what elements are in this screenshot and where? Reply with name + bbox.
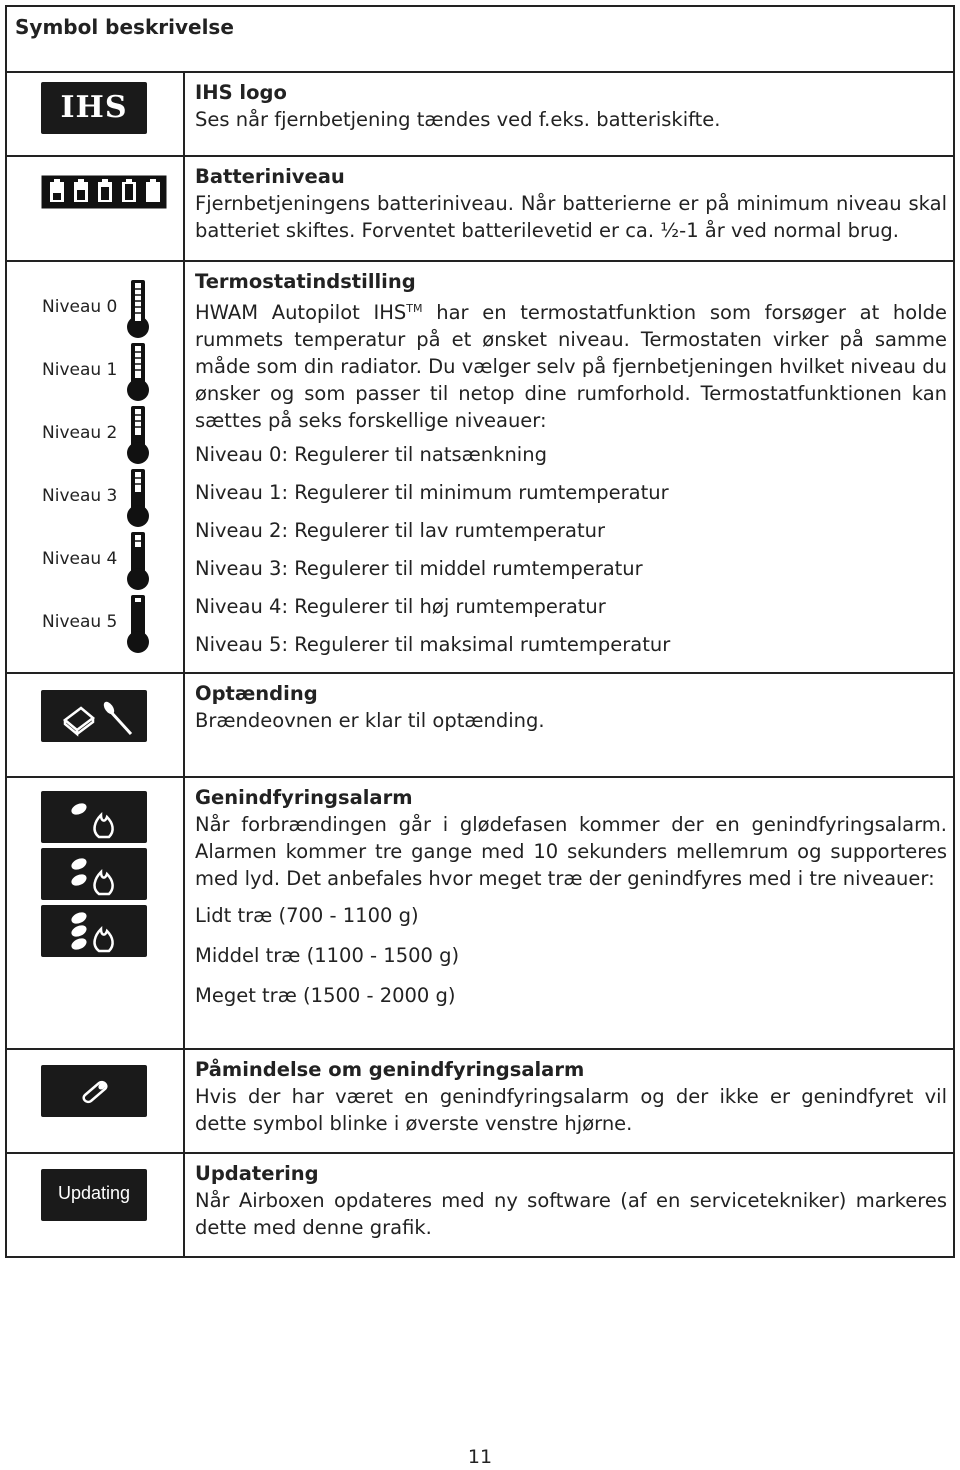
- level-label-0: Niveau 0: [42, 297, 118, 317]
- log-flame-3-icon: [41, 905, 147, 957]
- level-description-5: Niveau 5: Regulerer til maksimal rumtemperatur: [195, 633, 671, 656]
- thermometer-level-2-icon: [125, 405, 151, 465]
- row-divider: [7, 1048, 953, 1050]
- row-divider: [7, 776, 953, 778]
- refuel-amount-1: Lidt træ (700 - 1100 g): [195, 904, 419, 927]
- row-divider: [7, 1152, 953, 1154]
- thermometer-level-4-icon: [125, 531, 151, 591]
- level-label-4: Niveau 4: [42, 549, 118, 569]
- refuel-amount-3: Meget træ (1500 - 2000 g): [195, 984, 456, 1007]
- refuel-description: [195, 784, 947, 1016]
- row-divider: [7, 260, 953, 262]
- thermostat-body-post: har en termostatfunktion som forsøger at holde rummets temperatur på et ønsket niveau. Termostaten virker på samme måde som din radiator. Du vælger selv på fjernbetjeningen hvilket niveau du ønsker og som passer til netop dine rumforhold. Termostatfunktionen kan sættes på seks forskellige niveauer:: [195, 301, 948, 432]
- refuel-amount-list: [195, 896, 947, 1016]
- level-description-4: Niveau 4: Regulerer til høj rumtemperatur: [195, 595, 606, 618]
- thermostat-title: Termostatindstilling: [195, 270, 416, 293]
- refuel-little-wood-icon: [41, 791, 147, 843]
- log-flame-1-icon: [41, 791, 147, 843]
- ihs-body: Ses når fjernbetjening tændes ved f.eks. batteriskifte.: [195, 108, 721, 131]
- refuel-amount-2: Middel træ (1100 - 1500 g): [195, 944, 460, 967]
- thermostat-description: [195, 268, 947, 664]
- updating-icon: [41, 1169, 147, 1221]
- battery-title: Batteriniveau: [195, 165, 345, 188]
- thermostat-body-pre: HWAM Autopilot IHS: [195, 301, 407, 324]
- level-label-3: Niveau 3: [42, 486, 118, 506]
- refuel-body: Når forbrændingen går i glødefasen kommer der en genindfyringsalarm. Alarmen kommer tre gange med 10 sekunders mellemrum og supporteres med lyd. Det anbefales hvor meget træ der genindfyres med i tre niveauer:: [195, 813, 947, 890]
- row-divider: [7, 672, 953, 674]
- log-icon: [41, 1065, 147, 1117]
- ihs-logo-text: IHS: [60, 90, 128, 125]
- reminder-title: Påmindelse om genindfyringsalarm: [195, 1058, 585, 1081]
- refuel-title: Genindfyringsalarm: [195, 786, 413, 809]
- updating-icon-text: Updating: [57, 1183, 131, 1203]
- update-description: [195, 1160, 947, 1241]
- ihs-logo-icon: [41, 82, 147, 134]
- symbol-table: [5, 5, 955, 1258]
- level-description-1: Niveau 1: Regulerer til minimum rumtemperatur: [195, 481, 669, 504]
- level-description-0: Niveau 0: Regulerer til natsænkning: [195, 443, 547, 466]
- ignition-body: Brændeovnen er klar til optænding.: [195, 709, 545, 732]
- ignition-description: [195, 680, 947, 734]
- thermometer-level-5-icon: [125, 594, 151, 654]
- update-title: Updatering: [195, 1162, 319, 1185]
- thermometer-level-3-icon: [125, 468, 151, 528]
- thermometer-level-0-icon: [125, 279, 151, 339]
- table-title: Symbol beskrivelse: [15, 15, 234, 39]
- log-flame-2-icon: [41, 848, 147, 900]
- refuel-reminder-icon: [41, 1065, 147, 1117]
- level-description-3: Niveau 3: Regulerer til middel rumtemperatur: [195, 557, 643, 580]
- level-label-2: Niveau 2: [42, 423, 118, 443]
- battery-level-icon: [41, 171, 171, 209]
- refuel-much-wood-icon: [41, 905, 147, 957]
- level-label-5: Niveau 5: [42, 612, 118, 632]
- ihs-description: [195, 79, 947, 133]
- update-body: Når Airboxen opdateres med ny software (af en servicetekniker) markeres dette med denne grafik.: [195, 1189, 947, 1239]
- level-label-1: Niveau 1: [42, 360, 118, 380]
- thermometer-level-1-icon: [125, 342, 151, 402]
- row-divider: [7, 155, 953, 157]
- ignition-icon: [41, 690, 147, 742]
- ignition-title: Optænding: [195, 682, 318, 705]
- reminder-body: Hvis der har været en genindfyringsalarm og der ikke er genindfyret vil dette symbol blinke i øverste venstre hjørne.: [195, 1085, 947, 1135]
- page-number: 11: [467, 1446, 493, 1468]
- battery-description: [195, 163, 947, 244]
- battery-body: Fjernbetjeningens batteriniveau. Når batterierne er på minimum niveau skal batteriet skiftes. Forventet batterilevetid er ca. ½-1 år ved normal brug.: [195, 192, 947, 242]
- refuel-medium-wood-icon: [41, 848, 147, 900]
- thermostat-level-list: [195, 436, 947, 664]
- ihs-title: IHS logo: [195, 81, 287, 104]
- column-divider: [183, 73, 185, 1256]
- level-description-2: Niveau 2: Regulerer til lav rumtemperatur: [195, 519, 606, 542]
- firelighter-match-icon: [41, 690, 147, 742]
- reminder-description: [195, 1056, 947, 1137]
- table-header: [7, 7, 953, 73]
- trademark-sup: TM: [406, 302, 423, 315]
- thermostat-body: [195, 295, 947, 434]
